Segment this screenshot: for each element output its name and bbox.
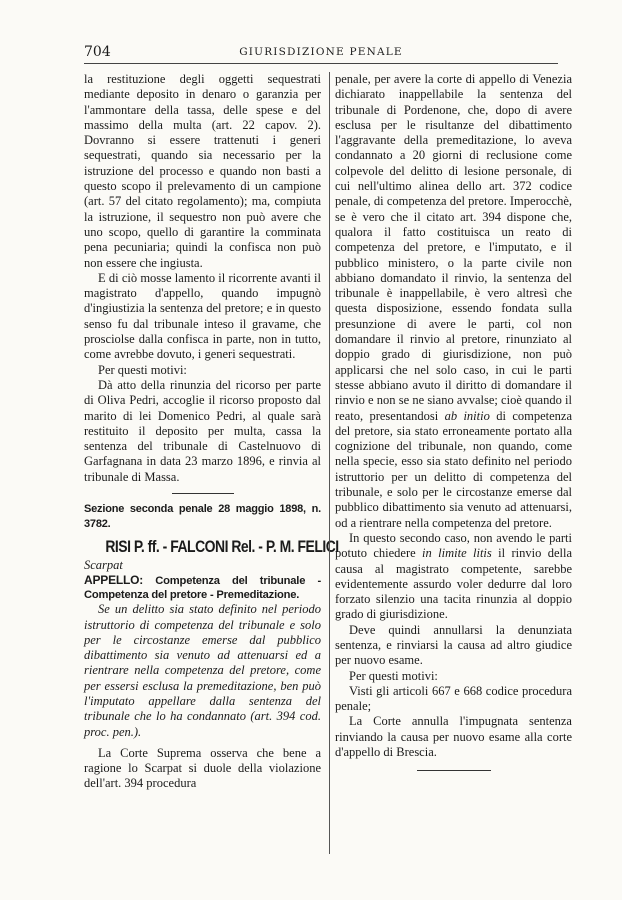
paragraph: Per questi motivi: (349, 668, 438, 683)
subject-heading (84, 573, 321, 602)
paragraph (335, 72, 572, 531)
latin-phrase: ab initio (444, 408, 490, 423)
party-name: Scarpat (84, 557, 123, 572)
paragraph: Deve quindi annullarsi la denunziata sentenza, e rinviarsi la causa ad altro giudice per nuovo esame. (335, 622, 572, 668)
header-rule (84, 63, 558, 64)
running-title: GIURISDIZIONE PENALE (239, 46, 403, 58)
paragraph: La Corte annulla l'impugnata sentenza rinviando la causa per nuovo esame alla corte d'appello di Brescia. (335, 714, 572, 760)
latin-phrase: in limite litis (422, 546, 492, 561)
text-run: il rinvio della causa al magistrato competente, sarebbe evidentemente assurdo voler dedurre dal loro forzato silenzio una tacita rinunzia al doppio grado di giurisdizione. (335, 546, 573, 622)
paragraph: la restituzione degli oggetti sequestrati mediante deposito in denaro o garanzia per l'ammontare della tassa, delle spese e del massimo della multa (art. 22 capov. 2). Dovranno si essere trattenuti i generi sequestrati, quando sia necessario per la istruzione del processo e quando non basti a questo scopo il prelevamento di un campione (art. 57 del citato regolamento); ma, compiuta la istruzione, il sequestro non può avere che uno scopo, quello di garantire la comminata pena pecuniaria; quindi la confisca non può non essere che ingiusta. (84, 72, 321, 270)
paragraph: La Corte Suprema osserva che bene a ragione lo Scarpat si duole della violazione dell'art. 394 procedura (84, 745, 321, 791)
paragraph: Dà atto della rinunzia del ricorso per parte di Oliva Pedri, accoglie il ricorso proposto dal marito di lei Domenico Pedri, al quale sarà restituito il deposito per multa, cassa la sentenza del tribunale di Castelnuovo di Garfagnana in data 23 marzo 1896, e rinvia al tribunale di Massa. (84, 377, 321, 484)
subject-keyword: APPELLO: (84, 573, 144, 588)
end-rule (417, 770, 491, 771)
paragraph: E di ciò mosse lamento il ricorrente avanti il magistrato d'appello, quando impugnò d'ingiustizia la sentenza del pretore; e in questo senso fu dal tribunale inteso il gravame, che prosciolse dalla confisca in parte, non in tutto, come avrebbe dovuto, i generi sequestrati. (84, 270, 321, 362)
section-line: Sezione seconda penale 28 maggio 1898, n. 3782. (84, 503, 321, 531)
paragraph (335, 531, 572, 623)
section-separator (172, 493, 234, 494)
text-run: penale, per avere la corte di appello di Venezia dichiarato inappellabile la sentenza del tribunale di Pordenone, che, dopo di avere esclusa per le risultanze del dibattimento l'aggravante della premeditazione, lo aveva condannato a 20 giorni di reclusione come colpevole del delitto di lesione personale, di cui nell'ultimo alinea dello art. 372 codice penale, di competenza del pretore. Imperocchè, se è vero che il citato art. 394 dispone che, qualora il fatto costituisca un reato di competenza del pretore, e l'imputato, e il pubblico ministero, o la parte civile non abbiano domandato il rinvio, la sentenza del tribunale è inappellabile, è vero altresì che questa disposizione, essendo fondata sulla presunzione di avere le parti, col non domandare il rinvio al pretore, rinunziato al doppio grado di giurisdizione, non può applicarsi che nel solo caso, in cui le parti stesse abbiano avuto il diritto di domandare il rinvio e non se ne siano avvalse; cioè quando il reato, presentandosi (335, 72, 572, 423)
legal-maxim: Se un delitto sia stato definito nel periodo istruttorio di competenza del tribunale e solo per le circostanze emerse dal pubblico dibattimento sia venuto ad attenuarsi ed a rientrare nella competenza del pretore, come per essersi esclusa la premeditazione, ben può l'imputato appellare dalla sentenza del tribunale che lo ha condannato (art. 394 cod. proc. pen.). (84, 602, 321, 739)
left-column (84, 72, 339, 792)
text-run: In questo secondo caso, non avendo le parti potuto chiedere (335, 530, 572, 561)
text-run: di competenza del pretore, sia stato erroneamente portato alla cognizione del tribunale, non quando, come nella specie, esso sia stato definito nel periodo istruttorio per un delitto di competenza del tribunale, e solo per le circostanze emerse dal pubblico dibattimento sia venuto ad attenuarsi, od a rientrare nella competenza del pretore. (335, 408, 573, 530)
paragraph: Visti gli articoli 667 e 668 codice procedura penale; (335, 683, 572, 714)
paragraph: Per questi motivi: (98, 362, 187, 377)
page-header (84, 44, 558, 64)
subject-text: Competenza del tribunale - Competenza del pretore - Premeditazione. (84, 575, 321, 602)
column-divider (329, 72, 330, 854)
page-number: 704 (84, 44, 111, 60)
judges-line: RISI P. ff. - FALCONI Rel. - P. M. FELICI (105, 536, 339, 556)
right-column (335, 72, 572, 771)
